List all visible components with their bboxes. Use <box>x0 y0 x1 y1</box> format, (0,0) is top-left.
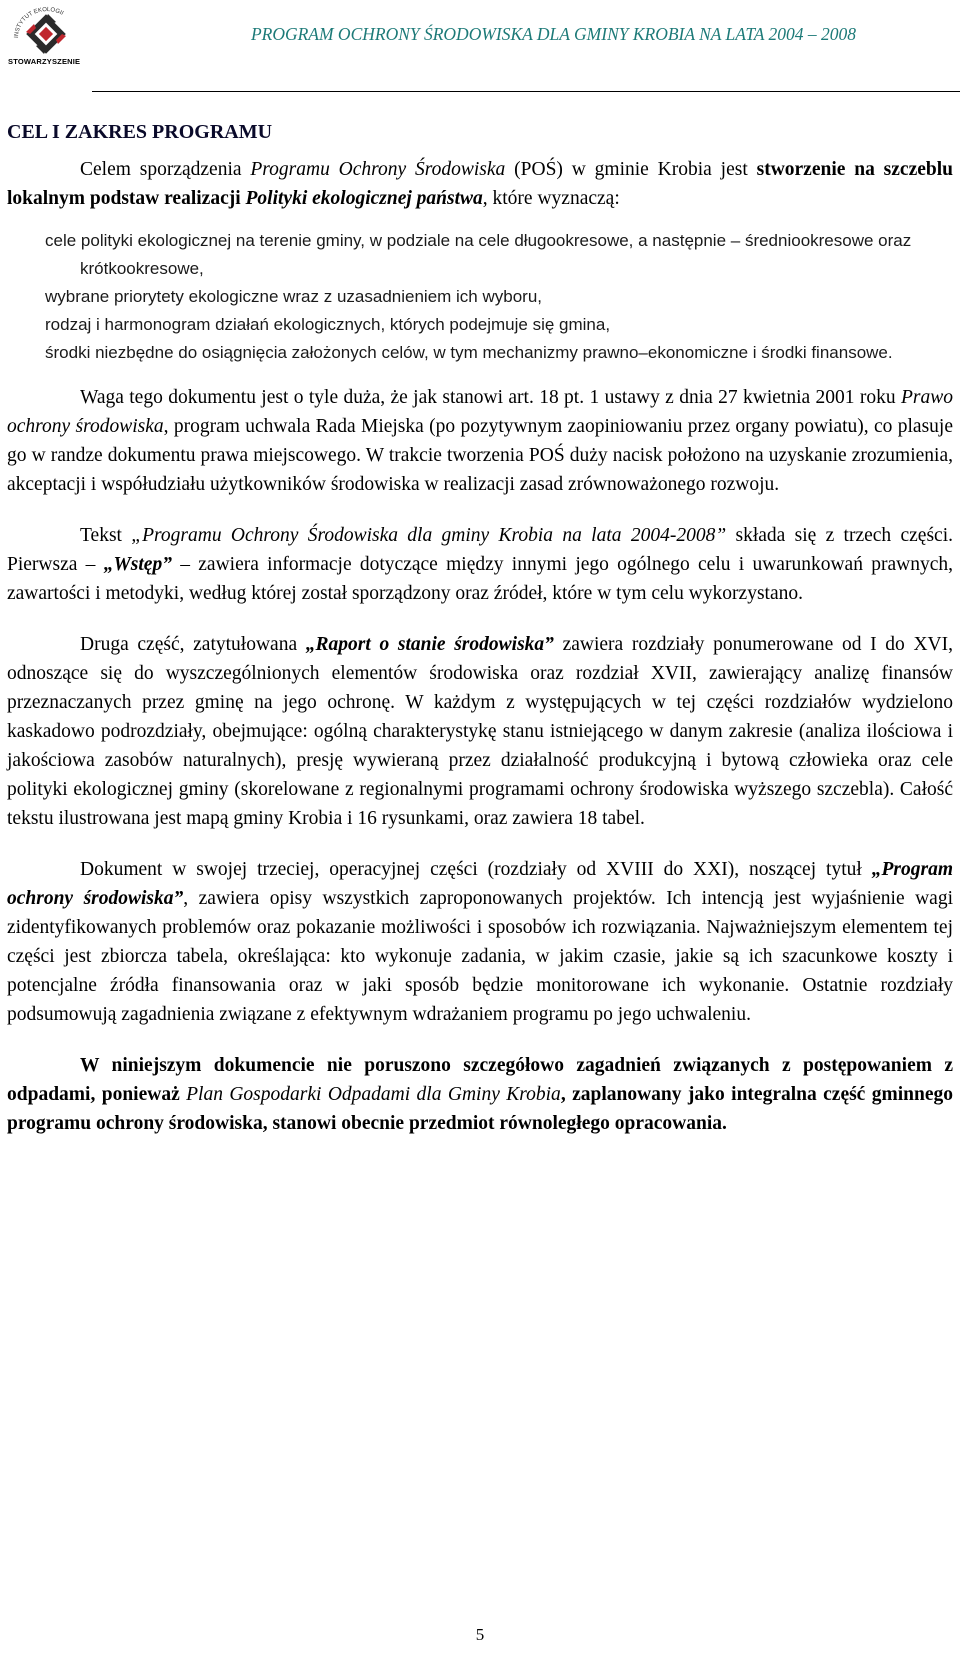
logo-caption: STOWARZYSZENIE <box>8 57 81 66</box>
list-item: cele polityki ekologicznej na terenie gminy, w podziale na cele długookresowe, a następnie – średniookresowe oraz krótkookresowe, <box>45 231 912 278</box>
header-divider <box>92 91 960 92</box>
paragraph-waste-note: W niniejszym dokumencie nie poruszono szczegółowo zagadnień związanych z postępowaniem z odpadami, ponieważ Plan Gospodarki Odpadami dla Gminy Krobia, zaplanowany jako integralna część gminnego programu ochrony środowiska, stanowi obecnie przedmiot równoległego opracowania. <box>7 1055 953 1134</box>
document-body <box>7 119 953 1138</box>
paragraph-legal-basis: Waga tego dokumentu jest o tyle duża, że jak stanowi art. 18 pt. 1 ustawy z dnia 27 kwietnia 2001 roku Prawo ochrony środowiska, program uchwala Rada Miejska (po pozytywnym zaopiniowaniu przez organy powiatu), co plasuje go w randze dokumentu prawa miejscowego. W trakcie tworzenia POŚ duży nacisk położono na uzyskanie zrozumienia, akceptacji i współudziału użytkowników środowiska w realizacji zasad zrównoważonego rozwoju. <box>7 387 953 495</box>
goals-list <box>7 227 953 367</box>
paragraph-part-two: Druga część, zatytułowana „Raport o stanie środowiska” zawiera rozdziały ponumerowane od I do XVI, odnoszące się do wyszczególnionych elementów środowiska oraz rozdział XVII, zawierający analizę finansów przeznaczanych przez gminę na jego ochronę. W każdym z występujących w tej części rozdziałów wydzielono kaskadowo podrozdziały, obejmujące: ogólną charakterystykę stanu istniejącego w danym zakresie (analiza ilościowa i jakościowa zasobów naturalnych), presję wywieraną przez działalność produkcyjną i bytową człowieka oraz cele polityki ekologicznej gminy (skorelowane z regionalnymi programami ochrony środowiska wyższego szczebla). Całość tekstu ilustrowana jest mapą gminy Krobia i 16 rysunkami, oraz zawiera 18 tabel. <box>7 634 953 829</box>
list-item: środki niezbędne do osiągnięcia założonych celów, w tym mechanizmy prawno–ekonomiczne i środki finansowe. <box>45 343 893 362</box>
paragraph-structure: Tekst „Programu Ochrony Środowiska dla gminy Krobia na lata 2004-2008” składa się z trzech części. Pierwsza – „Wstęp” – zawiera informacje dotyczące między innymi jego ogólnego celu i uwarunkowań prawnych, zawartości i metodyki, według której został sporządzony oraz źródeł, które w tym celu wykorzystano. <box>7 525 954 604</box>
paragraph-part-three: Dokument w swojej trzeciej, operacyjnej części (rozdziały od XVIII do XXI), noszącej tytuł „Program ochrony środowiska”, zawiera opisy wszystkich zaproponowanych projektów. Ich intencją jest wyjaśnienie wagi zidentyfikowanych problemów oraz pokazanie możliwości i sposobów ich rozwiązania. Najważniejszym elementem tej części jest zbiorcza tabela, określająca: kto wykonuje zadania, w jakim czasie, jakie są ich szacunkowe koszty i potencjalne źródła finansowania oraz w jaki sposób będzie monitorowane ich wykonanie. Ostatnie rozdziały podsumowują zagadnienia związane z efektywnym wdrażaniem programu po jego uchwaleniu. <box>7 859 954 1025</box>
list-item: wybrane priorytety ekologiczne wraz z uzasadnieniem ich wyboru, <box>45 287 543 306</box>
running-header-title: PROGRAM OCHRONY ŚRODOWISKA DLA GMINY KROBIA NA LATA 2004 – 2008 <box>250 24 856 44</box>
paragraph-purpose: Celem sporządzenia Programu Ochrony Środowiska (POŚ) w gminie Krobia jest stworzenie na szczeblu lokalnym podstaw realizacji Polityki ekologicznej państwa, które wyznaczą: <box>7 159 954 209</box>
list-item: rodzaj i harmonogram działań ekologicznych, których podejmuje się gmina, <box>45 315 611 334</box>
section-title: CEL I ZAKRES PROGRAMU <box>7 121 273 143</box>
logo-arc-text: INSTYTUT EKOLOGII <box>13 6 65 39</box>
page-header <box>0 0 960 92</box>
page-number: 5 <box>475 1625 485 1644</box>
